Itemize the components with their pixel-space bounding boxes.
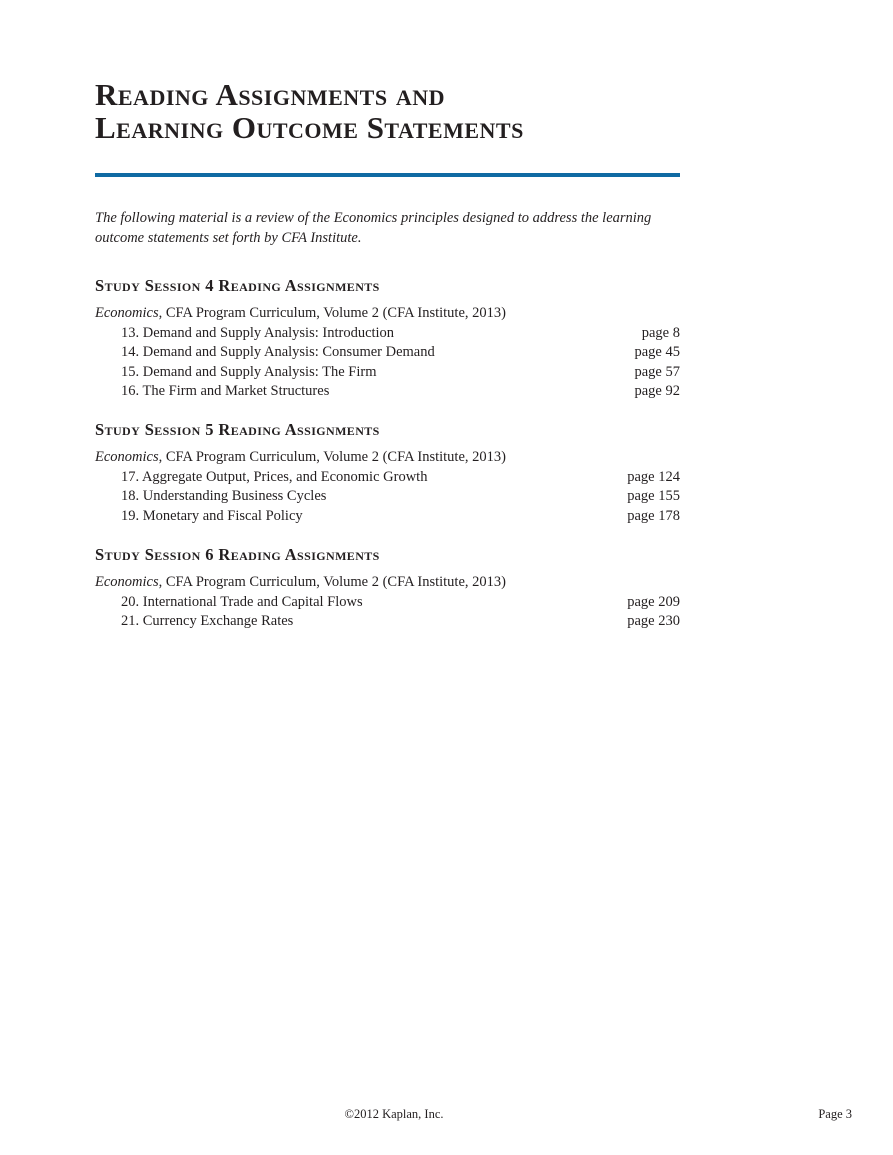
reading-item [95, 363, 680, 383]
reading-list [95, 593, 680, 632]
reading-page: page 124 [627, 468, 680, 485]
reading-label: 13. Demand and Supply Analysis: Introduction [121, 324, 395, 341]
reading-list [95, 468, 680, 527]
reading-item [95, 468, 680, 488]
source-title: Economics [95, 449, 159, 465]
reading-page: page 8 [641, 324, 680, 341]
reading-label: 18. Understanding Business Cycles [121, 488, 327, 504]
reading-label: 21. Currency Exchange Rates [121, 613, 294, 629]
source-title: Economics [95, 574, 159, 590]
reading-label: 20. International Trade and Capital Flows [121, 593, 363, 610]
reading-item [95, 382, 680, 402]
study-session-4 [95, 276, 680, 402]
reading-item [95, 324, 680, 344]
source-citation [95, 448, 680, 468]
reading-item [95, 487, 680, 507]
session-heading: Study Session 5 Reading Assignments [95, 420, 380, 439]
source-citation [95, 573, 680, 593]
source-details: , CFA Program Curriculum, Volume 2 (CFA Institute, 2013) [158, 449, 506, 465]
reading-label: 17. Aggregate Output, Prices, and Economic Growth [121, 468, 428, 485]
source-details: , CFA Program Curriculum, Volume 2 (CFA Institute, 2013) [158, 305, 506, 321]
reading-page: page 45 [634, 344, 680, 360]
session-heading: Study Session 6 Reading Assignments [95, 545, 380, 564]
study-session-6 [95, 545, 680, 632]
study-session-5 [95, 420, 680, 526]
reading-label: 19. Monetary and Fiscal Policy [121, 507, 303, 524]
reading-label: 14. Demand and Supply Analysis: Consumer Demand [121, 344, 435, 360]
source-title: Economics [95, 305, 159, 321]
reading-item [95, 507, 680, 527]
reading-label: 16. The Firm and Market Structures [121, 383, 330, 399]
reading-label: 15. Demand and Supply Analysis: The Firm [121, 363, 377, 380]
session-heading: Study Session 4 Reading Assignments [95, 276, 380, 295]
reading-item [95, 343, 680, 363]
page-title-line-1: Reading Assignments and [95, 77, 446, 112]
footer-copyright: ©2012 Kaplan, Inc. [344, 1107, 444, 1121]
page-title-line-2: Learning Outcome Statements [95, 110, 524, 145]
footer-page-number: Page 3 [818, 1107, 852, 1121]
reading-page: page 92 [634, 383, 680, 399]
title-divider [95, 173, 680, 177]
reading-page: page 57 [634, 363, 680, 380]
intro-text: The following material is a review of the Economics principles designed to address the learning outcome statements set forth by CFA Institute. [95, 210, 652, 246]
reading-item [95, 593, 680, 613]
reading-page: page 155 [627, 488, 680, 504]
reading-page: page 230 [627, 613, 680, 629]
reading-item [95, 612, 680, 632]
page-title [95, 78, 524, 144]
reading-list [95, 324, 680, 402]
source-citation [95, 304, 680, 324]
source-details: , CFA Program Curriculum, Volume 2 (CFA Institute, 2013) [158, 574, 506, 590]
reading-page: page 178 [627, 507, 680, 524]
reading-page: page 209 [627, 593, 680, 610]
